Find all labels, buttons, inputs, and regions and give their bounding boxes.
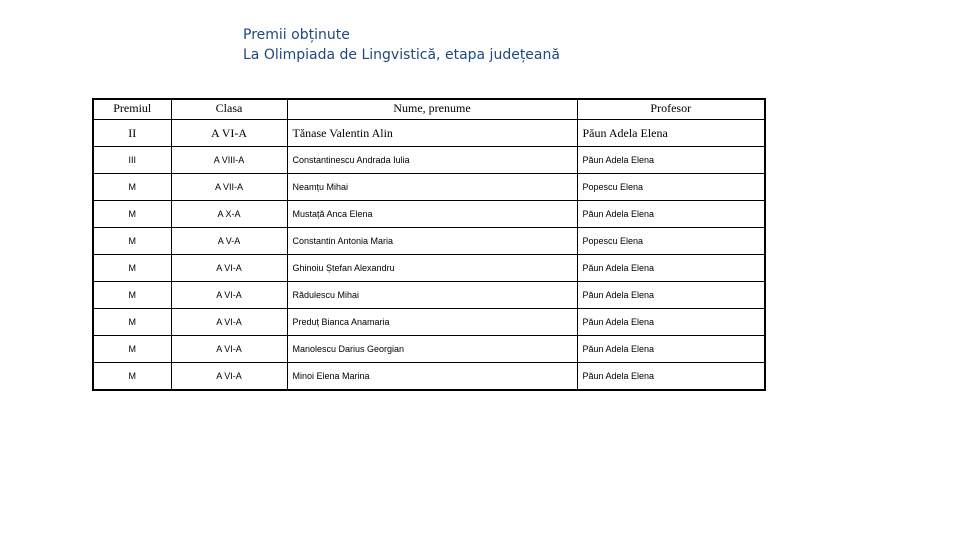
cell-nume: Rădulescu Mihai — [287, 282, 577, 309]
cell-clasa: A VIII-A — [171, 147, 287, 174]
table-row — [93, 282, 765, 309]
cell-clasa: A VI-A — [171, 336, 287, 363]
cell-clasa: A VI-A — [171, 309, 287, 336]
table-row — [93, 201, 765, 228]
document-title — [243, 25, 560, 65]
cell-clasa: A VI-A — [171, 363, 287, 391]
cell-nume: Mustață Anca Elena — [287, 201, 577, 228]
title-line-1: Premii obținute — [243, 27, 350, 43]
cell-nume: Constantin Antonia Maria — [287, 228, 577, 255]
cell-nume: Constantinescu Andrada Iulia — [287, 147, 577, 174]
cell-profesor: Popescu Elena — [577, 228, 765, 255]
table-row — [93, 120, 765, 147]
cell-profesor: Păun Adela Elena — [577, 282, 765, 309]
table-row — [93, 147, 765, 174]
cell-premiul: M — [93, 282, 171, 309]
cell-premiul: M — [93, 174, 171, 201]
cell-premiul: II — [93, 120, 171, 147]
title-line-2: La Olimpiada de Lingvistică, etapa județeană — [243, 47, 560, 63]
table-row — [93, 255, 765, 282]
awards-table — [92, 98, 766, 391]
cell-premiul: M — [93, 255, 171, 282]
header-premiul: Premiul — [93, 99, 171, 120]
header-clasa: Clasa — [171, 99, 287, 120]
table-header-row — [93, 99, 765, 120]
table-row — [93, 174, 765, 201]
cell-nume: Tănase Valentin Alin — [287, 120, 577, 147]
cell-premiul: M — [93, 363, 171, 391]
cell-clasa: A VI-A — [171, 120, 287, 147]
cell-profesor: Păun Adela Elena — [577, 120, 765, 147]
table-row — [93, 228, 765, 255]
cell-profesor: Popescu Elena — [577, 174, 765, 201]
cell-premiul: M — [93, 309, 171, 336]
cell-profesor: Păun Adela Elena — [577, 255, 765, 282]
cell-premiul: M — [93, 201, 171, 228]
cell-premiul: III — [93, 147, 171, 174]
cell-profesor: Păun Adela Elena — [577, 309, 765, 336]
table-row — [93, 336, 765, 363]
cell-profesor: Păun Adela Elena — [577, 363, 765, 391]
cell-clasa: A VI-A — [171, 255, 287, 282]
header-nume-prenume: Nume, prenume — [287, 99, 577, 120]
cell-nume: Manolescu Darius Georgian — [287, 336, 577, 363]
cell-clasa: A X-A — [171, 201, 287, 228]
cell-clasa: A V-A — [171, 228, 287, 255]
cell-profesor: Păun Adela Elena — [577, 336, 765, 363]
cell-clasa: A VII-A — [171, 174, 287, 201]
table-row — [93, 309, 765, 336]
cell-premiul: M — [93, 336, 171, 363]
cell-clasa: A VI-A — [171, 282, 287, 309]
table-row — [93, 363, 765, 391]
cell-nume: Neamțu Mihai — [287, 174, 577, 201]
cell-nume: Minoi Elena Marina — [287, 363, 577, 391]
cell-nume: Preduț Bianca Anamaria — [287, 309, 577, 336]
cell-profesor: Păun Adela Elena — [577, 201, 765, 228]
header-profesor: Profesor — [577, 99, 765, 120]
cell-premiul: M — [93, 228, 171, 255]
cell-nume: Ghinoiu Ștefan Alexandru — [287, 255, 577, 282]
cell-profesor: Păun Adela Elena — [577, 147, 765, 174]
